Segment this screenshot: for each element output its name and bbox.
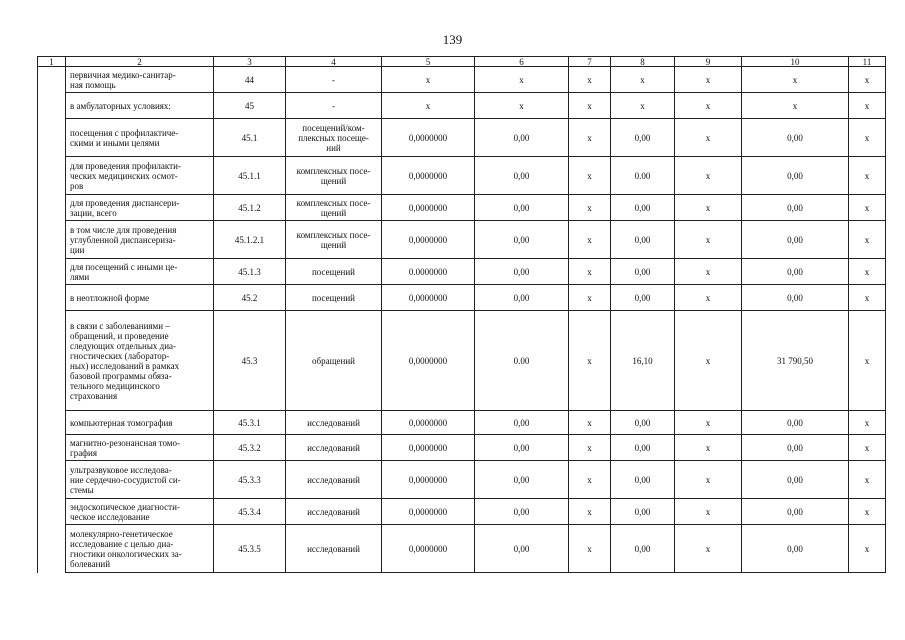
- cell-c6: 0.00: [475, 311, 569, 411]
- cell-c7: x: [569, 411, 611, 435]
- cell-c5: 0,0000000: [382, 285, 475, 311]
- cell-c9: x: [675, 93, 742, 119]
- cell-unit: обращений: [286, 311, 382, 411]
- cell-c11: x: [849, 285, 886, 311]
- cell-c11: x: [849, 157, 886, 195]
- cell-c5: x: [382, 93, 475, 119]
- cell-code: 45.2: [214, 285, 286, 311]
- cell-c8: 0,00: [611, 195, 675, 221]
- cell-c9: x: [675, 525, 742, 573]
- cell-c7: x: [569, 93, 611, 119]
- table-row: [38, 221, 886, 259]
- row-label: для проведения профилакти- ческих медицинских осмот- ров: [66, 157, 214, 195]
- cell-c10: x: [742, 67, 849, 93]
- cell-c7: x: [569, 259, 611, 285]
- cell-unit: исследований: [286, 411, 382, 435]
- table-row: [38, 411, 886, 435]
- column-header-8: 8: [611, 57, 675, 67]
- cell-c11: x: [849, 435, 886, 461]
- cell-code: 44: [214, 67, 286, 93]
- cell-c5: 0,0000000: [382, 499, 475, 525]
- cell-code: 45.3.1: [214, 411, 286, 435]
- column-header-9: 9: [675, 57, 742, 67]
- cell-c5: 0,0000000: [382, 525, 475, 573]
- page-number: 139: [442, 32, 463, 47]
- cell-code: 45.1.3: [214, 259, 286, 285]
- cell-c11: x: [849, 221, 886, 259]
- cell-c8: 0,00: [611, 119, 675, 157]
- cell-code: 45.3.4: [214, 499, 286, 525]
- cell-unit: комплексных посе- щений: [286, 221, 382, 259]
- cell-c10: 0,00: [742, 221, 849, 259]
- table-row: [38, 259, 886, 285]
- cell-unit: -: [286, 67, 382, 93]
- table-row: [38, 311, 886, 411]
- table-row: [38, 195, 886, 221]
- cell-unit: посещений: [286, 259, 382, 285]
- cell-c6: 0,00: [475, 411, 569, 435]
- cell-c7: x: [569, 157, 611, 195]
- column-header-5: 5: [382, 57, 475, 67]
- cell-c7: x: [569, 499, 611, 525]
- table-row: [38, 525, 886, 573]
- cell-c7: x: [569, 435, 611, 461]
- cell-c7: x: [569, 311, 611, 411]
- cell-c10: 0,00: [742, 461, 849, 499]
- cell-c6: 0,00: [475, 259, 569, 285]
- cell-c5: 0,0000000: [382, 195, 475, 221]
- column-header-3: 3: [214, 57, 286, 67]
- cell-unit: исследований: [286, 525, 382, 573]
- column-header-11: 11: [849, 57, 886, 67]
- cell-c6: 0,00: [475, 285, 569, 311]
- row-label: для посещений с иными це- лями: [66, 259, 214, 285]
- cell-unit: посещений: [286, 285, 382, 311]
- cell-c11: x: [849, 67, 886, 93]
- cell-c8: x: [611, 93, 675, 119]
- cell-c11: x: [849, 411, 886, 435]
- cell-c8: x: [611, 67, 675, 93]
- cell-c8: 0,00: [611, 525, 675, 573]
- row-label: молекулярно-генетическое исследование с целью диа- гностики онкологических за- болеваний: [66, 525, 214, 573]
- cell-c5: 0,0000000: [382, 311, 475, 411]
- cell-code: 45.1.2.1: [214, 221, 286, 259]
- cell-c9: x: [675, 157, 742, 195]
- cell-c11: x: [849, 311, 886, 411]
- row-label: в том числе для проведения углубленной диспансериза- ции: [66, 221, 214, 259]
- cell-c11: x: [849, 195, 886, 221]
- cell-c8: 0,00: [611, 461, 675, 499]
- column-header-4: 4: [286, 57, 382, 67]
- cell-c6: 0,00: [475, 525, 569, 573]
- column-1-cell: [38, 67, 66, 573]
- cell-code: 45.3.5: [214, 525, 286, 573]
- row-label: для проведения диспансери- зации, всего: [66, 195, 214, 221]
- cell-c10: 0,00: [742, 411, 849, 435]
- cell-c10: 0,00: [742, 525, 849, 573]
- cell-code: 45.1: [214, 119, 286, 157]
- cell-c8: 0,00: [611, 285, 675, 311]
- cell-unit: комплексных посе- щений: [286, 157, 382, 195]
- cell-c8: 0,00: [611, 221, 675, 259]
- cell-c11: x: [849, 259, 886, 285]
- data-table: [37, 56, 886, 573]
- cell-c9: x: [675, 499, 742, 525]
- cell-unit: исследований: [286, 461, 382, 499]
- cell-c10: 0,00: [742, 435, 849, 461]
- cell-unit: посещений/ком- плексных посеще- ний: [286, 119, 382, 157]
- cell-unit: -: [286, 93, 382, 119]
- row-label: компьютерная томография: [66, 411, 214, 435]
- cell-c6: 0,00: [475, 195, 569, 221]
- cell-c5: 0,0000000: [382, 119, 475, 157]
- cell-code: 45.1.2: [214, 195, 286, 221]
- column-header-7: 7: [569, 57, 611, 67]
- cell-c11: x: [849, 119, 886, 157]
- cell-c9: x: [675, 259, 742, 285]
- cell-c6: 0,00: [475, 461, 569, 499]
- column-header-1: 1: [38, 57, 66, 67]
- cell-c7: x: [569, 461, 611, 499]
- cell-c5: 0.0000000: [382, 259, 475, 285]
- cell-c6: 0,00: [475, 157, 569, 195]
- cell-c11: x: [849, 525, 886, 573]
- cell-c9: x: [675, 311, 742, 411]
- cell-c6: 0,00: [475, 435, 569, 461]
- cell-unit: комплексных посе- щений: [286, 195, 382, 221]
- cell-c9: x: [675, 411, 742, 435]
- cell-c8: 0,00: [611, 259, 675, 285]
- cell-c11: x: [849, 499, 886, 525]
- table-row: [38, 435, 886, 461]
- cell-c9: x: [675, 435, 742, 461]
- cell-c8: 16,10: [611, 311, 675, 411]
- cell-c7: x: [569, 285, 611, 311]
- cell-c5: 0,0000000: [382, 411, 475, 435]
- table-row: [38, 285, 886, 311]
- table-row: [38, 157, 886, 195]
- table-row: [38, 461, 886, 499]
- cell-c11: x: [849, 93, 886, 119]
- cell-c7: x: [569, 525, 611, 573]
- cell-c7: x: [569, 195, 611, 221]
- cell-c6: 0,00: [475, 119, 569, 157]
- cell-c9: x: [675, 221, 742, 259]
- row-label: ультразвуковое исследова- ние сердечно-сосудистой си- стемы: [66, 461, 214, 499]
- cell-c10: 31 790,50: [742, 311, 849, 411]
- cell-c6: 0,00: [475, 499, 569, 525]
- row-label: посещения с профилактиче- скими и иными целями: [66, 119, 214, 157]
- cell-code: 45.1.1: [214, 157, 286, 195]
- cell-c10: 0,00: [742, 157, 849, 195]
- cell-c5: 0,0000000: [382, 221, 475, 259]
- table-row: [38, 499, 886, 525]
- cell-c5: x: [382, 67, 475, 93]
- column-header-row: [38, 57, 886, 67]
- row-label: магнитно-резонансная томо- графия: [66, 435, 214, 461]
- row-label: в неотложной форме: [66, 285, 214, 311]
- cell-c5: 0,0000000: [382, 435, 475, 461]
- cell-c8: 0,00: [611, 499, 675, 525]
- cell-c8: 0,00: [611, 435, 675, 461]
- cell-c7: x: [569, 67, 611, 93]
- cell-c9: x: [675, 119, 742, 157]
- cell-code: 45.3.3: [214, 461, 286, 499]
- table-body: [38, 67, 886, 573]
- cell-c9: x: [675, 285, 742, 311]
- cell-c7: x: [569, 119, 611, 157]
- cell-unit: исследований: [286, 435, 382, 461]
- cell-code: 45.3.2: [214, 435, 286, 461]
- column-header-10: 10: [742, 57, 849, 67]
- cell-c10: 0,00: [742, 119, 849, 157]
- cell-c7: x: [569, 221, 611, 259]
- cell-c9: x: [675, 67, 742, 93]
- cell-c8: 0,00: [611, 411, 675, 435]
- row-label: эндоскопическое диагности- ческое исследование: [66, 499, 214, 525]
- column-header-2: 2: [66, 57, 214, 67]
- cell-c11: x: [849, 461, 886, 499]
- cell-unit: исследований: [286, 499, 382, 525]
- cell-code: 45.3: [214, 311, 286, 411]
- cell-c10: 0,00: [742, 499, 849, 525]
- table-row: [38, 67, 886, 93]
- cell-c10: x: [742, 93, 849, 119]
- cell-c10: 0,00: [742, 285, 849, 311]
- row-label: в связи с заболеваниями – обращений, и проведение следующих отдельных диа- гностических (лаборатор- ных) исследований в рамках базовой программы обяза- тельного медицинского страхования: [66, 311, 214, 411]
- cell-c8: 0.00: [611, 157, 675, 195]
- cell-c10: 0,00: [742, 195, 849, 221]
- cell-c5: 0,0000000: [382, 157, 475, 195]
- cell-c6: x: [475, 67, 569, 93]
- cell-c9: x: [675, 195, 742, 221]
- cell-c6: x: [475, 93, 569, 119]
- cell-c9: x: [675, 461, 742, 499]
- cell-code: 45: [214, 93, 286, 119]
- row-label: в амбулаторных условиях:: [66, 93, 214, 119]
- table-row: [38, 93, 886, 119]
- row-label: первичная медико-санитар- ная помощь: [66, 67, 214, 93]
- cell-c6: 0,00: [475, 221, 569, 259]
- cell-c5: 0,0000000: [382, 461, 475, 499]
- cell-c10: 0,00: [742, 259, 849, 285]
- table-row: [38, 119, 886, 157]
- column-header-6: 6: [475, 57, 569, 67]
